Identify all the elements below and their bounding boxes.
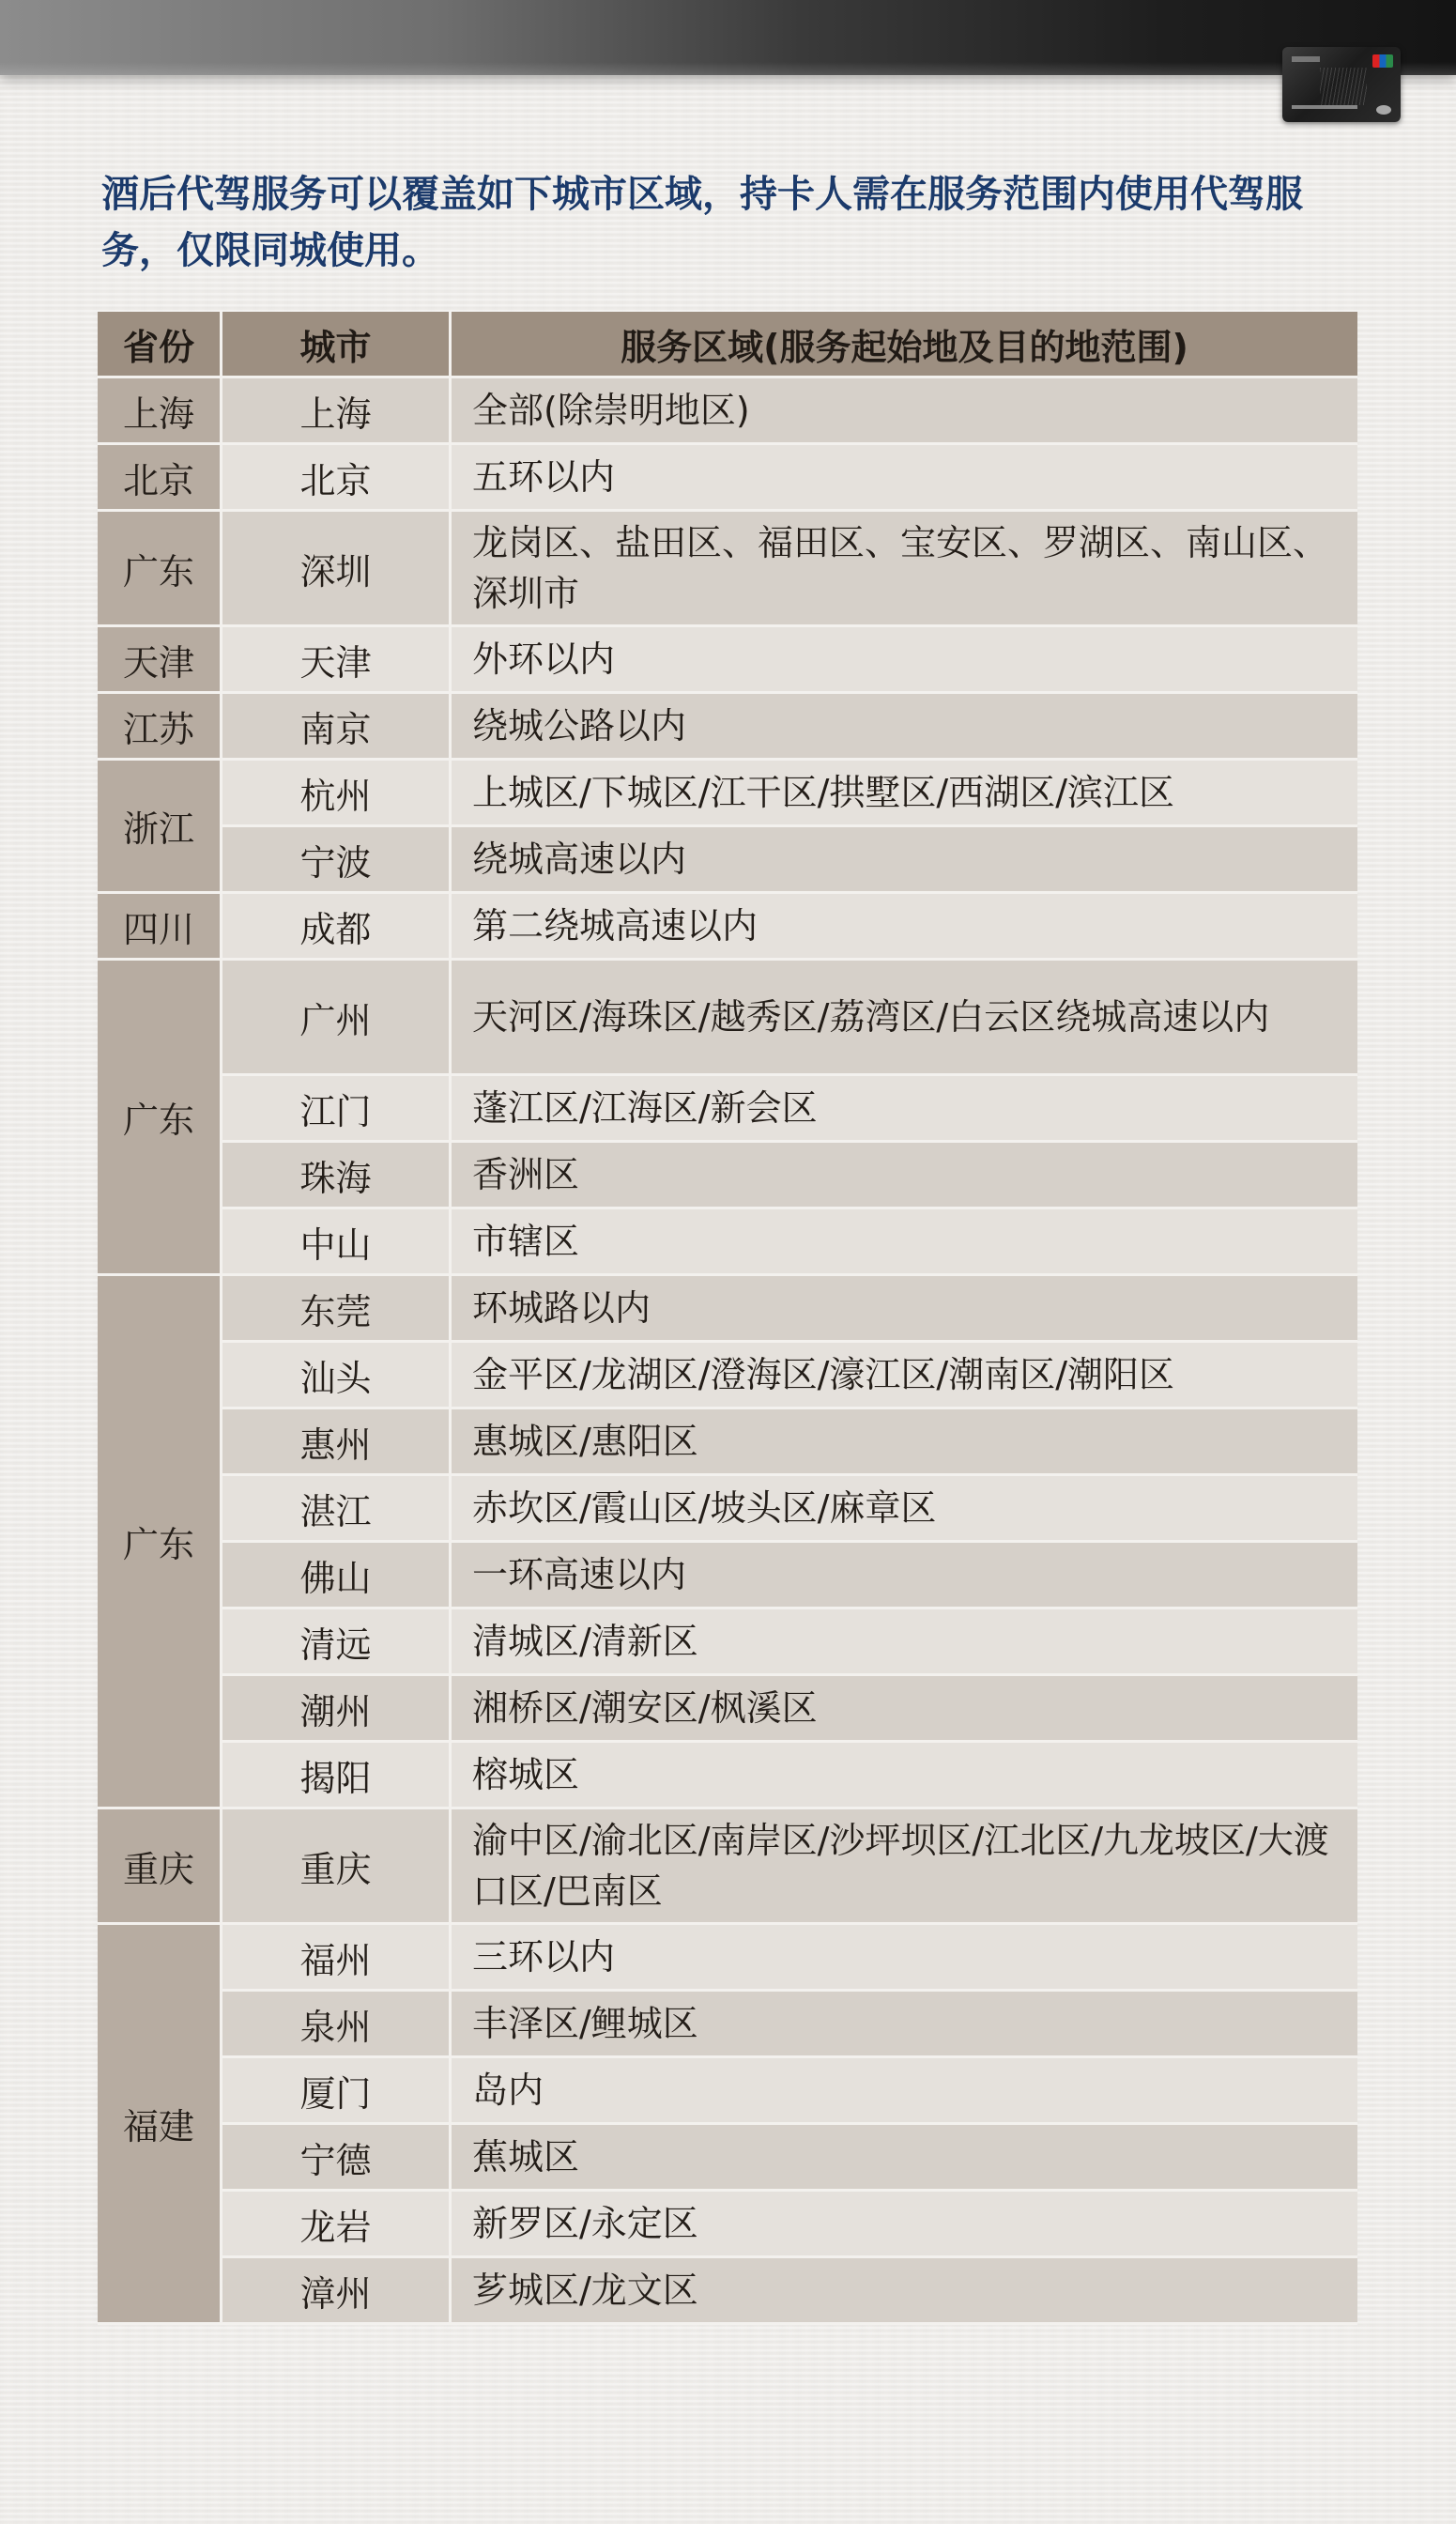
city-cell: 广州 bbox=[222, 961, 452, 1076]
area-cell: 三环以内 bbox=[452, 1925, 1357, 1992]
area-cell: 芗城区/龙文区 bbox=[452, 2258, 1357, 2325]
province-cell: 广东 bbox=[98, 961, 222, 1276]
city-cell: 潮州 bbox=[222, 1676, 452, 1743]
area-cell: 香洲区 bbox=[452, 1143, 1357, 1209]
area-cell: 丰泽区/鲤城区 bbox=[452, 1992, 1357, 2058]
area-cell: 外环以内 bbox=[452, 627, 1357, 694]
city-cell: 北京 bbox=[222, 445, 452, 512]
city-cell: 福州 bbox=[222, 1925, 452, 1992]
city-cell: 惠州 bbox=[222, 1409, 452, 1476]
city-cell: 中山 bbox=[222, 1209, 452, 1276]
banner-shadow bbox=[0, 62, 1456, 75]
province-cell: 北京 bbox=[98, 445, 222, 512]
city-cell: 佛山 bbox=[222, 1543, 452, 1609]
city-cell: 天津 bbox=[222, 627, 452, 694]
city-cell: 成都 bbox=[222, 894, 452, 961]
area-cell: 第二绕城高速以内 bbox=[452, 894, 1357, 961]
area-cell: 惠城区/惠阳区 bbox=[452, 1409, 1357, 1476]
table-row bbox=[98, 1609, 1357, 1676]
unionpay-logo-icon bbox=[1372, 54, 1393, 68]
province-cell: 四川 bbox=[98, 894, 222, 961]
service-intro-text: 酒后代驾服务可以覆盖如下城市区域，持卡人需在服务范围内使用代驾服务，仅限同城使用。 bbox=[101, 173, 1303, 272]
table-row bbox=[98, 827, 1357, 894]
city-cell: 宁波 bbox=[222, 827, 452, 894]
province-cell: 广东 bbox=[98, 512, 222, 627]
table-row bbox=[98, 2125, 1357, 2192]
service-coverage-table bbox=[98, 312, 1357, 2325]
area-cell: 新罗区/永定区 bbox=[452, 2192, 1357, 2258]
area-cell: 渝中区/渝北区/南岸区/沙坪坝区/江北区/九龙坡区/大渡口区/巴南区 bbox=[452, 1809, 1357, 1925]
card-emblem-graphic bbox=[1320, 68, 1367, 105]
table-row bbox=[98, 2258, 1357, 2325]
area-cell: 绕城公路以内 bbox=[452, 694, 1357, 761]
table-row bbox=[98, 1143, 1357, 1209]
area-cell: 市辖区 bbox=[452, 1209, 1357, 1276]
table-row bbox=[98, 961, 1357, 1076]
area-cell: 湘桥区/潮安区/枫溪区 bbox=[452, 1676, 1357, 1743]
table-row bbox=[98, 2058, 1357, 2125]
table-row bbox=[98, 761, 1357, 827]
city-cell: 揭阳 bbox=[222, 1743, 452, 1809]
table-row bbox=[98, 1543, 1357, 1609]
table-row bbox=[98, 1476, 1357, 1543]
table-row bbox=[98, 1925, 1357, 1992]
table-row bbox=[98, 1076, 1357, 1143]
area-cell: 赤坎区/霞山区/坡头区/麻章区 bbox=[452, 1476, 1357, 1543]
card-number-strip bbox=[1292, 105, 1357, 109]
city-cell: 龙岩 bbox=[222, 2192, 452, 2258]
province-cell: 天津 bbox=[98, 627, 222, 694]
city-cell: 泉州 bbox=[222, 1992, 452, 2058]
area-cell: 一环高速以内 bbox=[452, 1543, 1357, 1609]
city-cell: 珠海 bbox=[222, 1143, 452, 1209]
credit-card-image bbox=[1282, 47, 1401, 122]
area-cell: 环城路以内 bbox=[452, 1276, 1357, 1343]
area-cell: 五环以内 bbox=[452, 445, 1357, 512]
area-cell: 天河区/海珠区/越秀区/荔湾区/白云区绕城高速以内 bbox=[452, 961, 1357, 1076]
table-row bbox=[98, 378, 1357, 445]
city-cell: 南京 bbox=[222, 694, 452, 761]
city-cell: 上海 bbox=[222, 378, 452, 445]
city-cell: 湛江 bbox=[222, 1476, 452, 1543]
table-row bbox=[98, 1209, 1357, 1276]
table-row bbox=[98, 512, 1357, 627]
city-cell: 重庆 bbox=[222, 1809, 452, 1925]
table-row bbox=[98, 1276, 1357, 1343]
province-cell: 福建 bbox=[98, 1925, 222, 2325]
card-bank-mark bbox=[1292, 56, 1320, 62]
table-row bbox=[98, 1992, 1357, 2058]
header-province: 省份 bbox=[98, 312, 222, 378]
table-row bbox=[98, 1809, 1357, 1925]
city-cell: 汕头 bbox=[222, 1343, 452, 1409]
area-cell: 蕉城区 bbox=[452, 2125, 1357, 2192]
province-cell: 浙江 bbox=[98, 761, 222, 894]
province-cell: 上海 bbox=[98, 378, 222, 445]
city-cell: 厦门 bbox=[222, 2058, 452, 2125]
province-cell: 重庆 bbox=[98, 1809, 222, 1925]
header-city: 城市 bbox=[222, 312, 452, 378]
area-cell: 上城区/下城区/江干区/拱墅区/西湖区/滨江区 bbox=[452, 761, 1357, 827]
area-cell: 榕城区 bbox=[452, 1743, 1357, 1809]
area-cell: 龙岗区、盐田区、福田区、宝安区、罗湖区、南山区、深圳市 bbox=[452, 512, 1357, 627]
city-cell: 深圳 bbox=[222, 512, 452, 627]
city-cell: 漳州 bbox=[222, 2258, 452, 2325]
table-row bbox=[98, 445, 1357, 512]
province-cell: 江苏 bbox=[98, 694, 222, 761]
table-row bbox=[98, 1343, 1357, 1409]
table-row bbox=[98, 694, 1357, 761]
province-cell: 广东 bbox=[98, 1276, 222, 1809]
city-cell: 宁德 bbox=[222, 2125, 452, 2192]
table-row bbox=[98, 1409, 1357, 1476]
area-cell: 全部(除崇明地区) bbox=[452, 378, 1357, 445]
city-cell: 江门 bbox=[222, 1076, 452, 1143]
area-cell: 清城区/清新区 bbox=[452, 1609, 1357, 1676]
card-scheme-icon bbox=[1376, 105, 1391, 115]
table-row bbox=[98, 1743, 1357, 1809]
area-cell: 蓬江区/江海区/新会区 bbox=[452, 1076, 1357, 1143]
city-cell: 东莞 bbox=[222, 1276, 452, 1343]
area-cell: 金平区/龙湖区/澄海区/濠江区/潮南区/潮阳区 bbox=[452, 1343, 1357, 1409]
area-cell: 绕城高速以内 bbox=[452, 827, 1357, 894]
table-header-row bbox=[98, 312, 1357, 378]
table-row bbox=[98, 1676, 1357, 1743]
table-row bbox=[98, 627, 1357, 694]
area-cell: 岛内 bbox=[452, 2058, 1357, 2125]
city-cell: 清远 bbox=[222, 1609, 452, 1676]
table-row bbox=[98, 2192, 1357, 2258]
table-row bbox=[98, 894, 1357, 961]
city-cell: 杭州 bbox=[222, 761, 452, 827]
header-service-area: 服务区域(服务起始地及目的地范围) bbox=[452, 312, 1357, 378]
